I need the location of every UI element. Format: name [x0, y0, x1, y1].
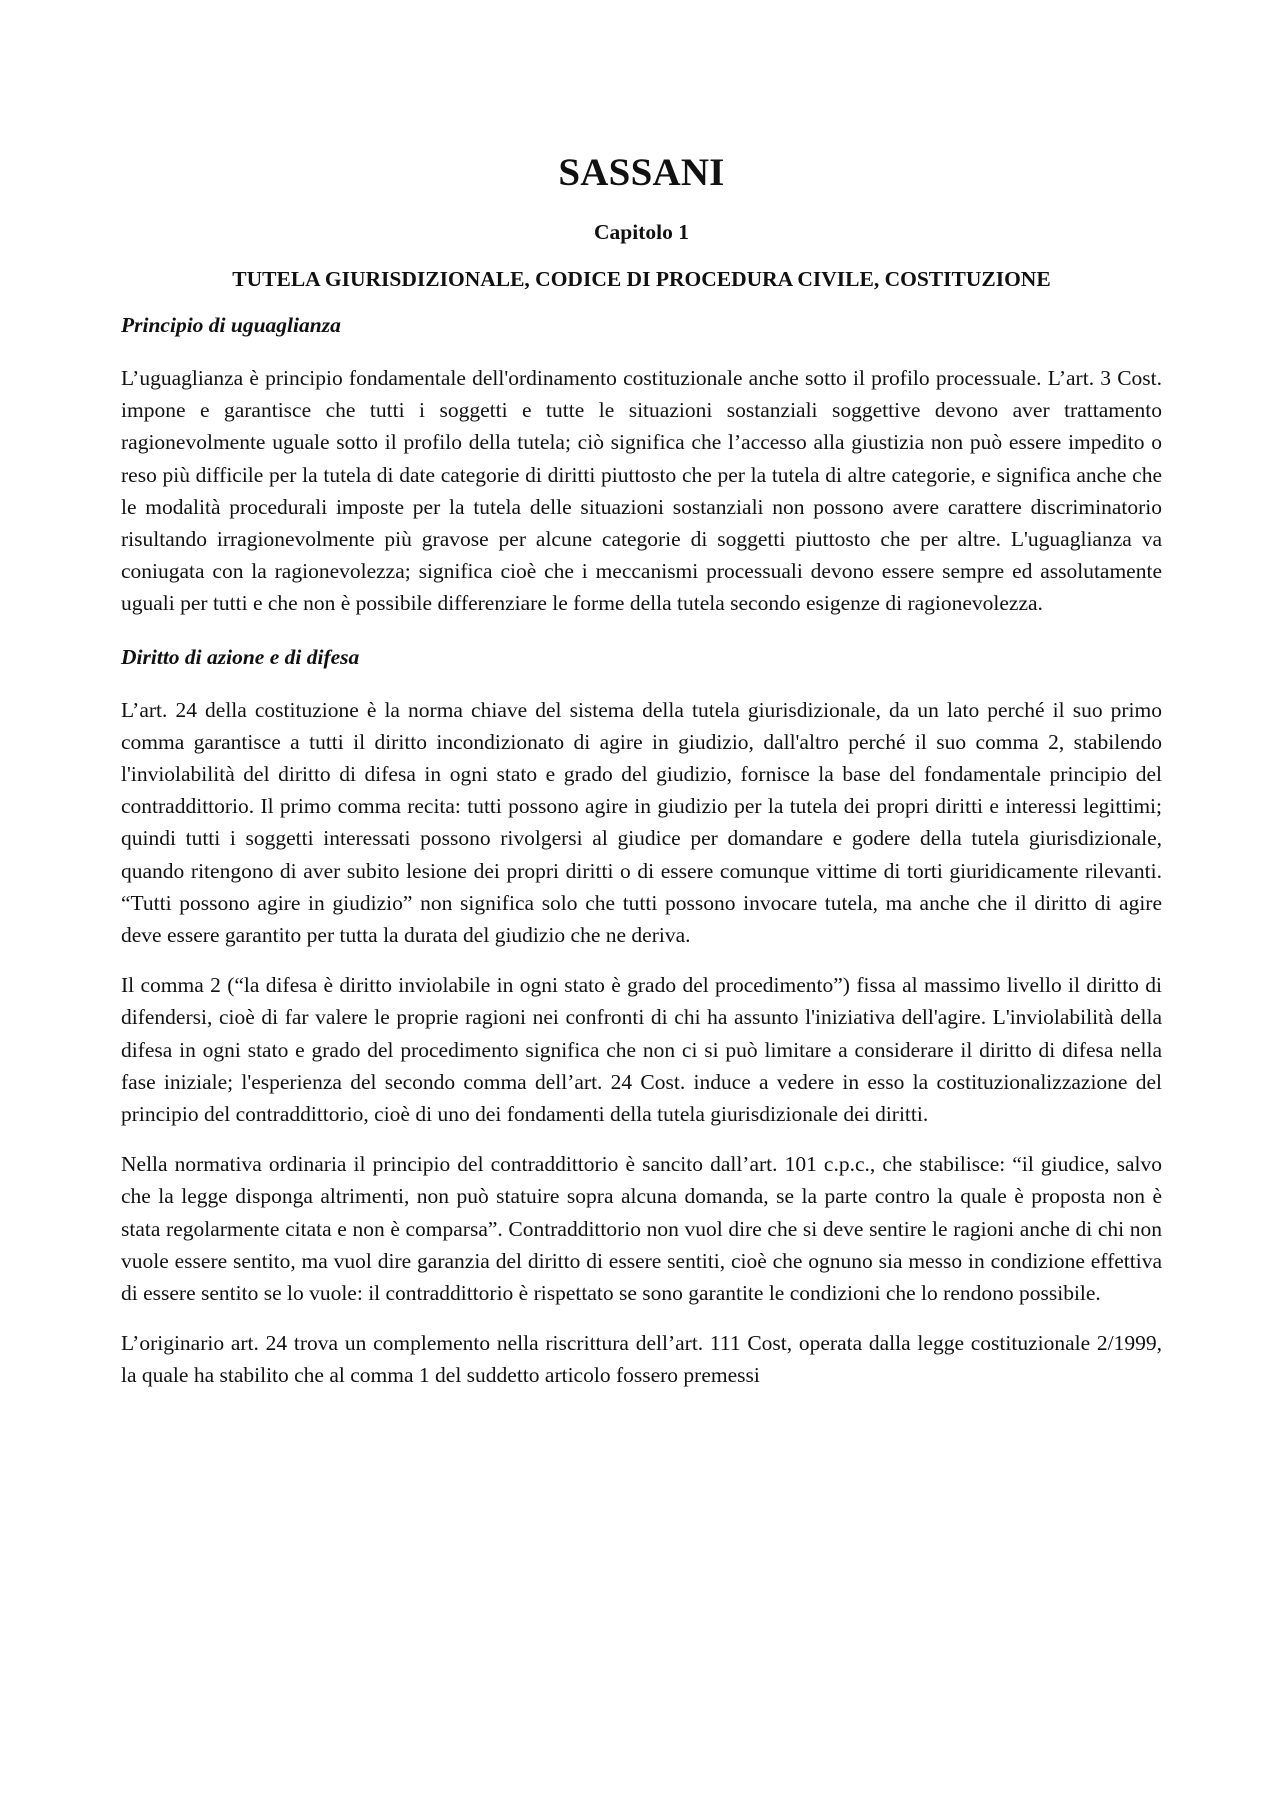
paragraph: L’originario art. 24 trova un complemento nella riscrittura dell’art. 111 Cost, operata dalla legge costituzionale 2/1999, la quale ha stabilito che al comma 1 del suddetto articolo fossero premessi — [121, 1331, 1162, 1388]
paragraph: L’art. 24 della costituzione è la norma chiave del sistema della tutela giurisdizionale, da un lato perché il suo primo comma garantisce a tutti il diritto incondizionato di agire in giudizio, dall'altro perché il suo comma 2, stabilendo l'inviolabilità del diritto di difesa in ogni stato e grado del giudizio, fornisce la base del fondamentale principio del contraddittorio. Il primo comma recita: tutti possono agire in giudizio per la tutela dei propri diritti e interessi legittimi; quindi tutti i soggetti interessati possono rivolgersi al giudice per domandare e godere della tutela giurisdizionale, quando ritengono di aver subito lesione dei propri diritti o di essere comunque vittime di torti giuridicamente rilevanti. “Tutti possono agire in giudizio” non significa solo che tutti possono invocare tutela, ma anche che il diritto di agire deve essere garantito per tutta la durata del giudizio che ne deriva. — [121, 697, 1162, 948]
paragraph: L’uguaglianza è principio fondamentale dell'ordinamento costituzionale anche sotto il profilo processuale. L’art. 3 Cost. impone e garantisce che tutti i soggetti e tutte le situazioni sostanziali soggettive devono aver trattamento ragionevolmente uguale sotto il profilo della tutela; ciò significa che l’accesso alla giustizia non può essere impedito o reso più difficile per la tutela di date categorie di diritti piuttosto che per la tutela di altre categorie, e significa anche che le modalità procedurali imposte per la tutela delle situazioni sostanziali non possono avere carattere discriminatorio risultando irragionevolmente più gravose per alcune categorie di soggetti piuttosto che per altre. L'uguaglianza va coniugata con la ragionevolezza; significa cioè che i meccanismi processuali devono essere sempre ed assolutamente uguali per tutti e che non è possibile differenziare le forme della tutela secondo esigenze di ragionevolezza. — [121, 366, 1162, 616]
section-heading-uguaglianza: Principio di uguaglianza — [121, 313, 341, 337]
document-title: SASSANI — [558, 151, 725, 194]
paragraph: Nella normativa ordinaria il principio del contraddittorio è sancito dall’art. 101 c.p.c., che stabilisce: “il giudice, salvo che la legge disponga altrimenti, non può statuire sopra alcuna domanda, se la parte contro la quale è proposta non è stata regolarmente citata e non è comparsa”. Contraddittorio non vuol dire che si deve sentire le ragioni anche di chi non vuole essere sentito, ma vuol dire garanzia del diritto di essere sentiti, cioè che ognuno sia messo in condizione effettiva di essere sentito se lo vuole: il contraddittorio è rispettato se sono garantite le condizioni che lo rendono possibile. — [121, 1152, 1162, 1306]
chapter-number: Capitolo 1 — [594, 220, 689, 244]
chapter-title: TUTELA GIURISDIZIONALE, CODICE DI PROCEDURA CIVILE, COSTITUZIONE — [232, 267, 1051, 291]
section-heading-azione-difesa: Diritto di azione e di difesa — [121, 644, 360, 669]
paragraph: Il comma 2 (“la difesa è diritto inviolabile in ogni stato è grado del procedimento”) fissa al massimo livello il diritto di difendersi, cioè di far valere le proprie ragioni nei confronti di chi ha assunto l'iniziativa dell'agire. L'inviolabilità della difesa in ogni stato e grado del procedimento significa che non ci si può limitare a considerare il diritto di difesa nella fase iniziale; l'esperienza del secondo comma dell’art. 24 Cost. induce a vedere in esso la costituzionalizzazione del principio del contraddittorio, cioè di uno dei fondamenti della tutela giurisdizionale dei diritti. — [121, 973, 1162, 1127]
